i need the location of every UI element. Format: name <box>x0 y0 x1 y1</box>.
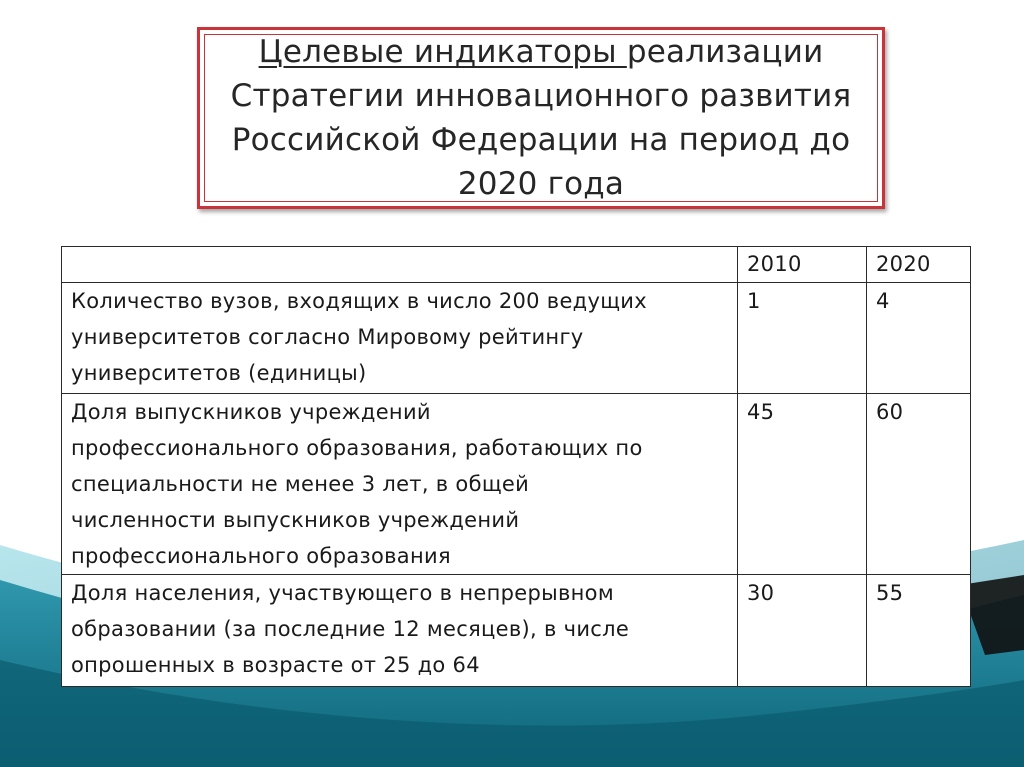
title-underlined-part: Целевые индикаторы <box>258 34 627 70</box>
indicator-text-line: университетов согласно Мировому рейтингу <box>71 325 584 349</box>
header-cell-name <box>62 247 738 283</box>
indicator-text-line: образовании (за последние 12 месяцев), в числе <box>71 617 630 641</box>
table-row <box>62 575 971 687</box>
indicator-text-line: Доля выпускников учреждений <box>71 400 431 424</box>
value-2010-cell: 45 <box>738 394 867 575</box>
title-frame-inner <box>204 34 878 202</box>
indicator-text-line: профессионального образования, работающих по <box>71 436 643 460</box>
title-line4: 2020 года <box>457 166 625 202</box>
value-2010-cell: 1 <box>738 283 867 394</box>
indicator-text-line: профессионального образования <box>71 544 451 568</box>
indicator-text-line: Количество вузов, входящих в число 200 ведущих <box>71 289 647 313</box>
title-line1-rest: реализации <box>626 34 824 70</box>
title-line2: Стратегии инновационного развития <box>230 78 852 114</box>
indicator-name-cell <box>62 394 738 575</box>
header-cell-2010: 2010 <box>738 247 867 283</box>
header-cell-2020: 2020 <box>867 247 971 283</box>
table-row <box>62 283 971 394</box>
indicator-name-cell <box>62 575 738 687</box>
indicator-text-line: университетов (единицы) <box>71 361 367 385</box>
indicator-text-line: специальности не менее 3 лет, в общей <box>71 472 530 496</box>
indicators-table <box>61 246 971 687</box>
indicator-text-line: Доля населения, участвующего в непрерывном <box>71 581 614 605</box>
value-2020-cell: 4 <box>867 283 971 394</box>
value-2020-cell: 55 <box>867 575 971 687</box>
indicator-name-cell <box>62 283 738 394</box>
slide-title <box>231 30 852 206</box>
title-line3: Российской Федерации на период до <box>231 122 851 158</box>
indicator-text-line: численности выпускников учреждений <box>71 508 520 532</box>
value-2020-cell: 60 <box>867 394 971 575</box>
title-frame <box>197 27 885 209</box>
table-header-row <box>62 247 971 283</box>
indicators-table-container <box>61 246 971 687</box>
indicator-text-line: опрошенных в возрасте от 25 до 64 <box>71 653 480 677</box>
value-2010-cell: 30 <box>738 575 867 687</box>
table-row <box>62 394 971 575</box>
